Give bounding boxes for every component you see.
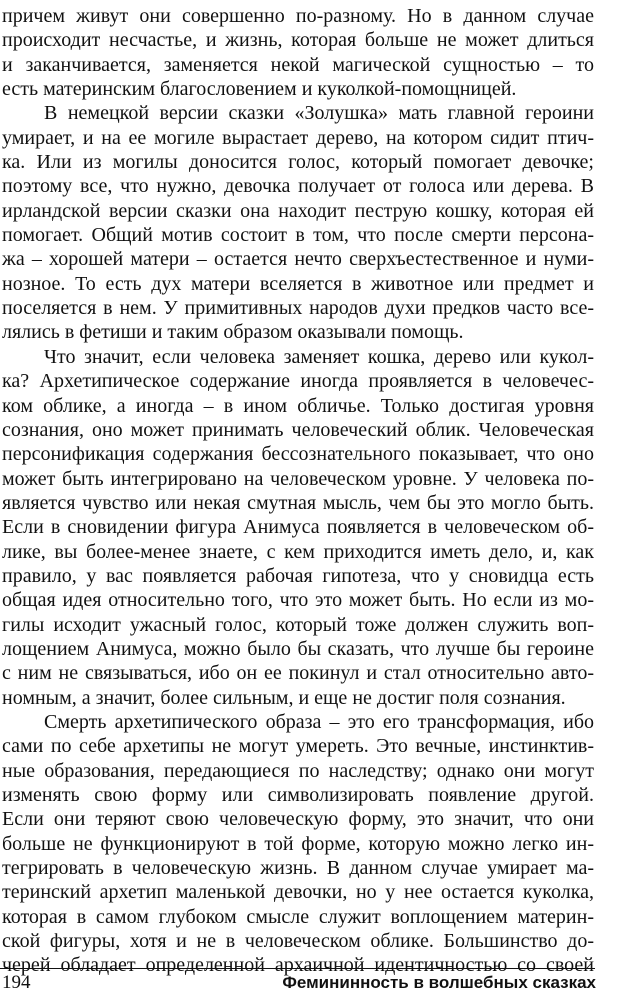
text-line: помогает. Общий мотив состоит в том, что после смерти персона- bbox=[2, 224, 594, 247]
text-line: Что значит, если человека заменяет кошка, дерево или кукол- bbox=[44, 345, 594, 368]
text-line: которая в самом глубоком смысле служит воплощением материн- bbox=[2, 905, 594, 928]
text-line: Если они теряют свою человеческую форму, это значит, что они bbox=[2, 808, 594, 831]
text-line: теринский архетип маленькой девочки, но у нее остается куколка, bbox=[2, 881, 594, 904]
text-line: Если в сновидении фигура Анимуса появляется в человеческом об- bbox=[2, 516, 594, 539]
text-line: происходит несчастье, и жизнь, которая больше не может длиться bbox=[2, 29, 594, 52]
page-number: 194 bbox=[2, 972, 31, 993]
text-line: причем живут они совершенно по-разному. Но в данном случае bbox=[2, 5, 594, 27]
text-line: лощением Анимуса, можно было бы сказать, что лучше бы героине bbox=[2, 637, 594, 660]
text-line: есть материнским благословением и куколкой-помощницей. bbox=[2, 78, 517, 101]
text-line: лике, вы более-менее знаете, с кем приходится иметь дело, и, как bbox=[2, 540, 594, 563]
text-line: ка? Архетипическое содержание иногда проявляется в человечес- bbox=[2, 370, 594, 393]
text-line: ирландской версии сказки она находит пеструю кошку, которая ей bbox=[2, 199, 594, 222]
text-line: изменять свою форму или символизировать появление другой. bbox=[2, 784, 594, 806]
text-line: В немецкой версии сказки «Золушка» мать главной героини bbox=[44, 102, 594, 125]
text-line: тегрировать в человеческую жизнь. В данном случае умирает ма- bbox=[2, 857, 594, 880]
text-line: ка. Или из могилы доносится голос, который помогает девочке; bbox=[2, 151, 594, 174]
text-line: может быть интегрировано на человеческом уровне. У человека по- bbox=[2, 467, 594, 490]
footer-divider bbox=[0, 968, 595, 969]
text-line: персонификация содержания бессознательного показывает, что оно bbox=[2, 443, 594, 466]
text-line: номным, а значит, более сильным, и еще не достиг поля сознания. bbox=[2, 686, 566, 709]
text-line: правило, у вас появляется рабочая гипотеза, что у сновидца есть bbox=[2, 564, 594, 587]
text-line: гилы исходит ужасный голос, который тоже должен служить воп- bbox=[2, 613, 594, 636]
text-line: ные образования, передающиеся по наследству; однако они могут bbox=[2, 759, 594, 782]
text-line: умирает, и на ее могиле вырастает дерево, на котором сидит птич- bbox=[2, 126, 594, 149]
text-line: ской фигуры, хотя и не в человеческом облике. Большинство до- bbox=[2, 930, 594, 953]
text-line: поэтому все, что нужно, девочка получает от голоса или дерева. В bbox=[2, 175, 594, 198]
text-line: ком облике, а иногда – в ином обличье. Только достигая уровня bbox=[2, 394, 594, 417]
text-line: Смерть архетипического образа – это его трансформация, ибо bbox=[44, 710, 594, 733]
text-line: общая идея относительно того, что это может быть. Но если из мо- bbox=[2, 589, 594, 612]
body-text bbox=[2, 4, 594, 978]
text-line: больше не функционируют в той форме, которую можно легко ин- bbox=[2, 832, 594, 855]
running-title: Фемининность в волшебных сказках bbox=[282, 973, 596, 992]
text-line: и заканчивается, заменяется некой магической сущностью – то bbox=[2, 53, 594, 76]
text-line: поселяется в нем. У примитивных народов духи предков часто все- bbox=[2, 297, 594, 320]
text-line: черей обладает определенной архаичной идентичностью со своей bbox=[2, 954, 594, 977]
text-line: нозное. То есть дух матери вселяется в животное или предмет и bbox=[2, 272, 594, 295]
text-line: с ним не связываться, ибо он ее покинул и стал относительно авто- bbox=[2, 662, 594, 685]
text-line: жа – хорошей матери – остается нечто сверхъестественное и нуми- bbox=[2, 248, 594, 271]
text-line: сами по себе архетипы не могут умереть. Это вечные, инстинктив- bbox=[2, 735, 594, 758]
text-line: является чувство или некая смутная мысль, чем бы это могло быть. bbox=[2, 491, 594, 514]
text-line: лялись в фетиши и таким образом оказывали помощь. bbox=[2, 321, 464, 344]
text-line: сознания, оно может принимать человеческий облик. Человеческая bbox=[2, 418, 594, 441]
